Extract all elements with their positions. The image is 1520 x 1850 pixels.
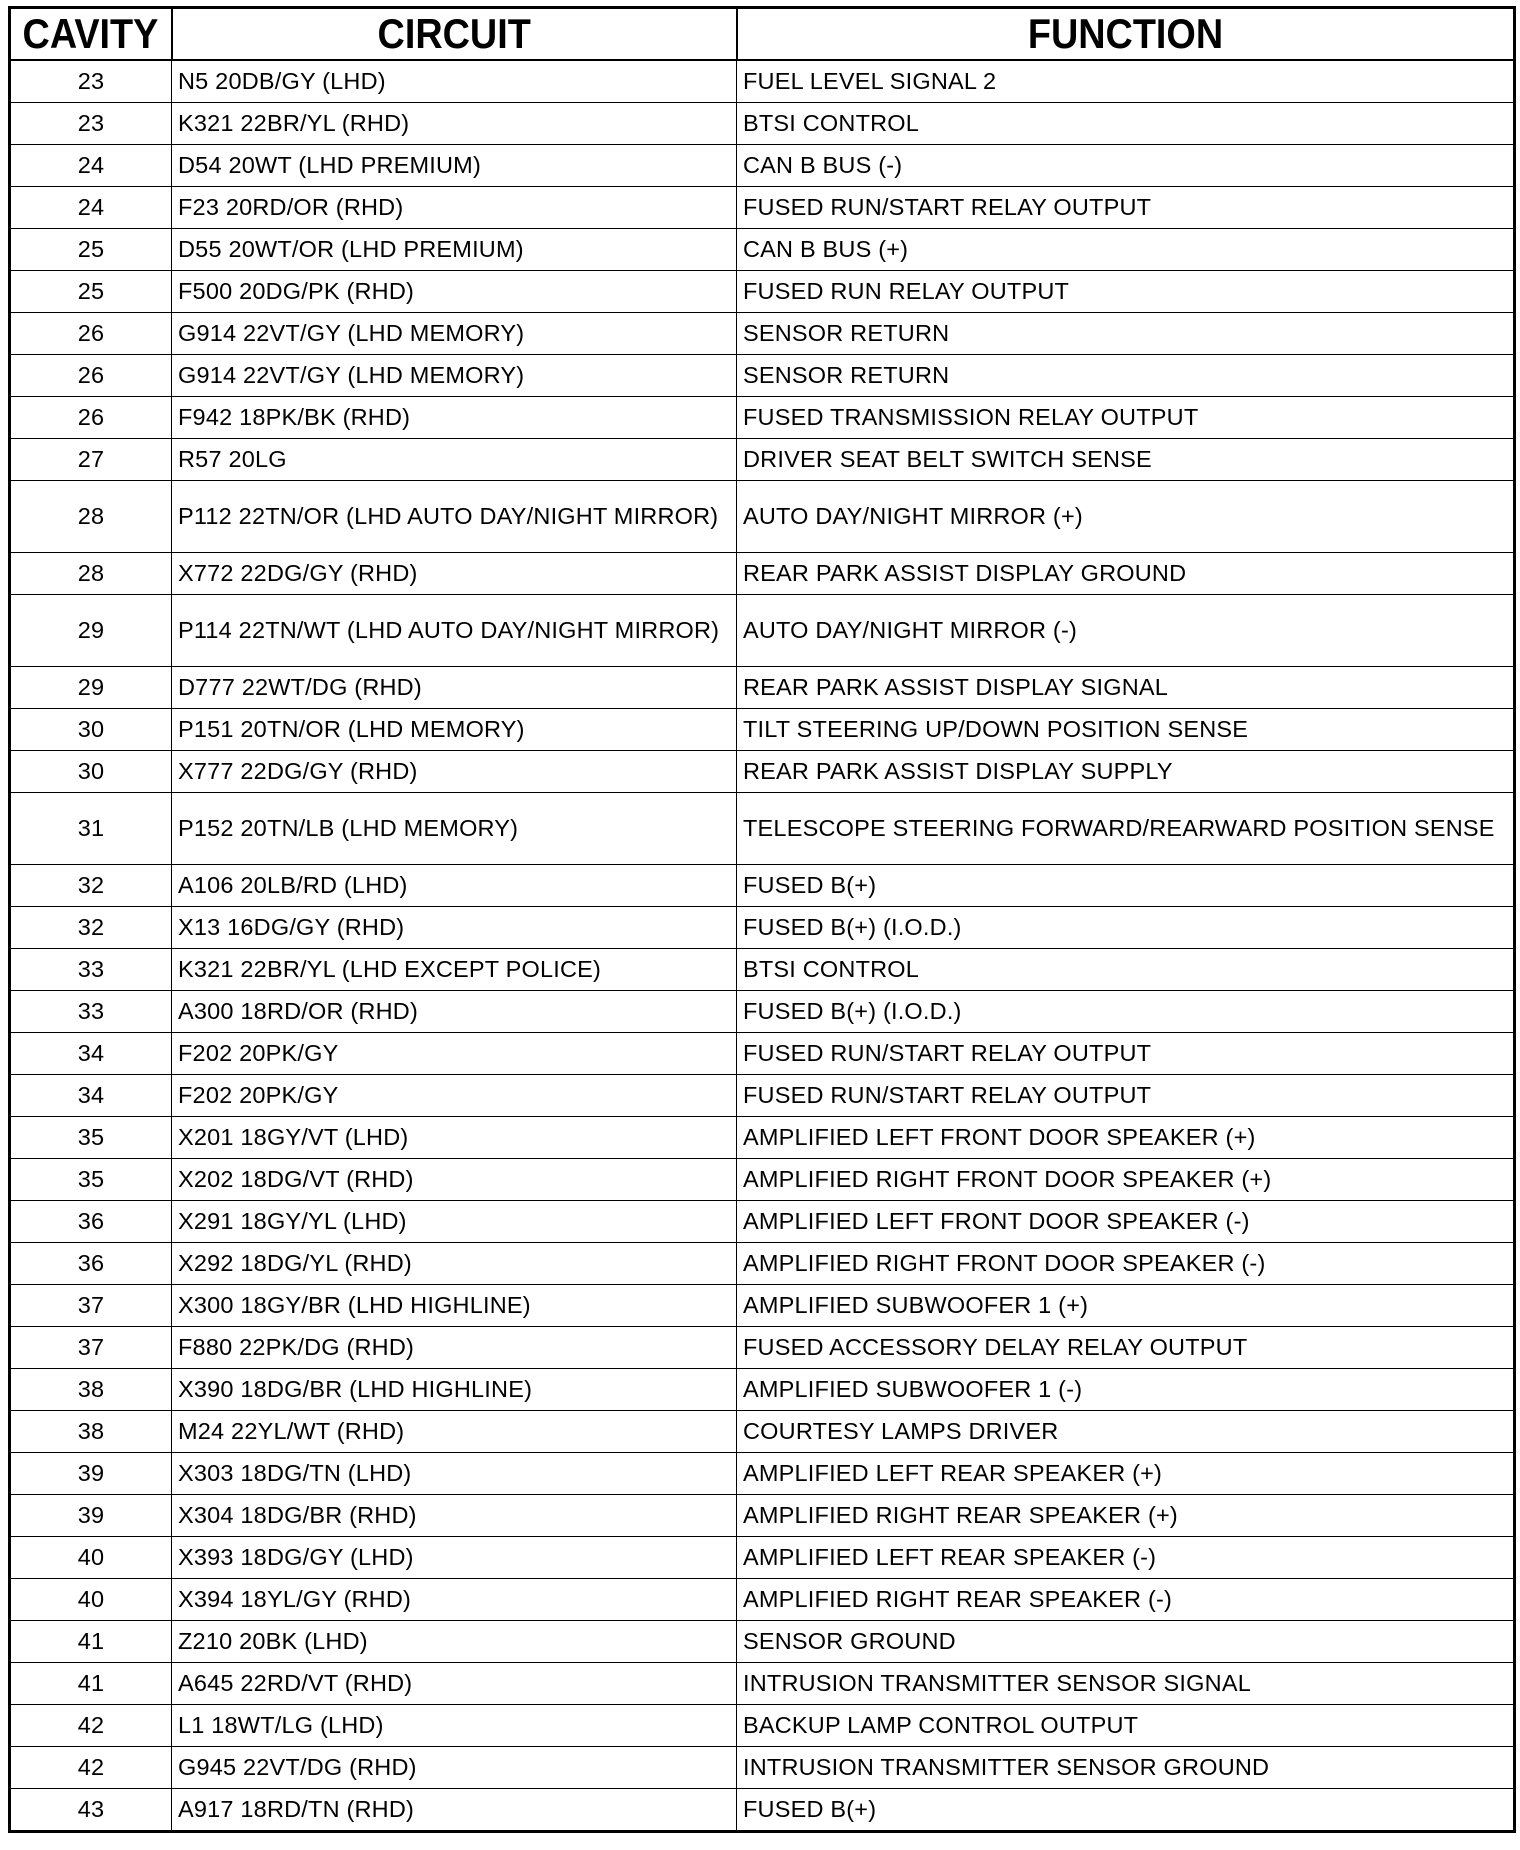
circuit-cell: D777 22WT/DG (RHD): [172, 667, 737, 709]
function-cell: BTSI CONTROL: [737, 949, 1515, 991]
cavity-cell: 34: [10, 1075, 172, 1117]
table-row: [10, 271, 1515, 313]
function-cell: SENSOR RETURN: [737, 313, 1515, 355]
cavity-cell: 32: [10, 907, 172, 949]
function-cell: AMPLIFIED RIGHT REAR SPEAKER (-): [737, 1579, 1515, 1621]
function-cell: COURTESY LAMPS DRIVER: [737, 1411, 1515, 1453]
function-cell: BTSI CONTROL: [737, 103, 1515, 145]
function-cell: AMPLIFIED LEFT FRONT DOOR SPEAKER (-): [737, 1201, 1515, 1243]
function-cell: FUEL LEVEL SIGNAL 2: [737, 60, 1515, 103]
table-row: [10, 1747, 1515, 1789]
cavity-cell: 36: [10, 1243, 172, 1285]
function-cell: INTRUSION TRANSMITTER SENSOR GROUND: [737, 1747, 1515, 1789]
table-row: [10, 1327, 1515, 1369]
function-cell: CAN B BUS (+): [737, 229, 1515, 271]
circuit-cell: X772 22DG/GY (RHD): [172, 553, 737, 595]
cavity-cell: 35: [10, 1117, 172, 1159]
cavity-cell: 28: [10, 481, 172, 553]
table-row: [10, 751, 1515, 793]
table-row: [10, 1789, 1515, 1832]
header-cavity: CAVITY: [10, 8, 172, 61]
function-cell: INTRUSION TRANSMITTER SENSOR SIGNAL: [737, 1663, 1515, 1705]
table-row: [10, 1579, 1515, 1621]
cavity-cell: 40: [10, 1579, 172, 1621]
table-row: [10, 1663, 1515, 1705]
table-row: [10, 1453, 1515, 1495]
function-cell: FUSED RUN RELAY OUTPUT: [737, 271, 1515, 313]
circuit-cell: G914 22VT/GY (LHD MEMORY): [172, 313, 737, 355]
table-row: [10, 907, 1515, 949]
circuit-cell: F880 22PK/DG (RHD): [172, 1327, 737, 1369]
circuit-cell: X13 16DG/GY (RHD): [172, 907, 737, 949]
cavity-cell: 38: [10, 1411, 172, 1453]
function-cell: AMPLIFIED LEFT REAR SPEAKER (-): [737, 1537, 1515, 1579]
circuit-cell: P114 22TN/WT (LHD AUTO DAY/NIGHT MIRROR): [172, 595, 737, 667]
cavity-cell: 43: [10, 1789, 172, 1832]
cavity-cell: 30: [10, 751, 172, 793]
function-cell: AMPLIFIED LEFT REAR SPEAKER (+): [737, 1453, 1515, 1495]
cavity-cell: 25: [10, 271, 172, 313]
cavity-cell: 27: [10, 439, 172, 481]
cavity-cell: 42: [10, 1705, 172, 1747]
circuit-cell: A645 22RD/VT (RHD): [172, 1663, 737, 1705]
function-cell: FUSED RUN/START RELAY OUTPUT: [737, 1033, 1515, 1075]
table-row: [10, 313, 1515, 355]
header-function: FUNCTION: [737, 8, 1515, 61]
function-cell: AUTO DAY/NIGHT MIRROR (+): [737, 481, 1515, 553]
cavity-cell: 26: [10, 355, 172, 397]
table-row: [10, 709, 1515, 751]
function-cell: TILT STEERING UP/DOWN POSITION SENSE: [737, 709, 1515, 751]
function-cell: FUSED ACCESSORY DELAY RELAY OUTPUT: [737, 1327, 1515, 1369]
table-row: [10, 1201, 1515, 1243]
cavity-cell: 23: [10, 60, 172, 103]
table-row: [10, 1705, 1515, 1747]
cavity-cell: 34: [10, 1033, 172, 1075]
cavity-cell: 28: [10, 553, 172, 595]
cavity-cell: 39: [10, 1495, 172, 1537]
function-cell: REAR PARK ASSIST DISPLAY SUPPLY: [737, 751, 1515, 793]
cavity-cell: 31: [10, 793, 172, 865]
circuit-cell: X300 18GY/BR (LHD HIGHLINE): [172, 1285, 737, 1327]
cavity-cell: 26: [10, 313, 172, 355]
circuit-cell: F202 20PK/GY: [172, 1075, 737, 1117]
circuit-cell: G945 22VT/DG (RHD): [172, 1747, 737, 1789]
circuit-cell: X202 18DG/VT (RHD): [172, 1159, 737, 1201]
function-cell: REAR PARK ASSIST DISPLAY GROUND: [737, 553, 1515, 595]
function-cell: AMPLIFIED RIGHT FRONT DOOR SPEAKER (-): [737, 1243, 1515, 1285]
table-row: [10, 1117, 1515, 1159]
cavity-cell: 24: [10, 187, 172, 229]
function-cell: SENSOR RETURN: [737, 355, 1515, 397]
circuit-cell: K321 22BR/YL (LHD EXCEPT POLICE): [172, 949, 737, 991]
header-row: [10, 8, 1515, 61]
function-cell: CAN B BUS (-): [737, 145, 1515, 187]
circuit-cell: R57 20LG: [172, 439, 737, 481]
circuit-cell: Z210 20BK (LHD): [172, 1621, 737, 1663]
cavity-cell: 41: [10, 1621, 172, 1663]
circuit-cell: K321 22BR/YL (RHD): [172, 103, 737, 145]
function-cell: BACKUP LAMP CONTROL OUTPUT: [737, 1705, 1515, 1747]
circuit-cell: M24 22YL/WT (RHD): [172, 1411, 737, 1453]
cavity-cell: 40: [10, 1537, 172, 1579]
function-cell: FUSED B(+) (I.O.D.): [737, 991, 1515, 1033]
function-cell: AUTO DAY/NIGHT MIRROR (-): [737, 595, 1515, 667]
cavity-cell: 37: [10, 1285, 172, 1327]
cavity-cell: 29: [10, 667, 172, 709]
table-row: [10, 1621, 1515, 1663]
table-row: [10, 1285, 1515, 1327]
function-cell: FUSED B(+): [737, 1789, 1515, 1832]
table-row: [10, 1159, 1515, 1201]
circuit-cell: A300 18RD/OR (RHD): [172, 991, 737, 1033]
cavity-cell: 39: [10, 1453, 172, 1495]
cavity-cell: 29: [10, 595, 172, 667]
circuit-cell: X393 18DG/GY (LHD): [172, 1537, 737, 1579]
table-row: [10, 439, 1515, 481]
function-cell: AMPLIFIED SUBWOOFER 1 (-): [737, 1369, 1515, 1411]
function-cell: REAR PARK ASSIST DISPLAY SIGNAL: [737, 667, 1515, 709]
cavity-cell: 23: [10, 103, 172, 145]
circuit-cell: X394 18YL/GY (RHD): [172, 1579, 737, 1621]
table-row: [10, 1495, 1515, 1537]
circuit-cell: X777 22DG/GY (RHD): [172, 751, 737, 793]
circuit-cell: D54 20WT (LHD PREMIUM): [172, 145, 737, 187]
cavity-cell: 33: [10, 949, 172, 991]
circuit-cell: A917 18RD/TN (RHD): [172, 1789, 737, 1832]
circuit-cell: P151 20TN/OR (LHD MEMORY): [172, 709, 737, 751]
cavity-cell: 33: [10, 991, 172, 1033]
circuit-cell: X303 18DG/TN (LHD): [172, 1453, 737, 1495]
circuit-cell: P152 20TN/LB (LHD MEMORY): [172, 793, 737, 865]
table-row: [10, 1243, 1515, 1285]
circuit-cell: P112 22TN/OR (LHD AUTO DAY/NIGHT MIRROR): [172, 481, 737, 553]
table-row: [10, 595, 1515, 667]
table-row: [10, 1033, 1515, 1075]
function-cell: AMPLIFIED RIGHT FRONT DOOR SPEAKER (+): [737, 1159, 1515, 1201]
table-row: [10, 667, 1515, 709]
function-cell: TELESCOPE STEERING FORWARD/REARWARD POSITION SENSE: [737, 793, 1515, 865]
cavity-cell: 37: [10, 1327, 172, 1369]
cavity-cell: 42: [10, 1747, 172, 1789]
function-cell: FUSED TRANSMISSION RELAY OUTPUT: [737, 397, 1515, 439]
function-cell: SENSOR GROUND: [737, 1621, 1515, 1663]
function-cell: FUSED B(+) (I.O.D.): [737, 907, 1515, 949]
circuit-cell: L1 18WT/LG (LHD): [172, 1705, 737, 1747]
circuit-cell: D55 20WT/OR (LHD PREMIUM): [172, 229, 737, 271]
table-row: [10, 481, 1515, 553]
circuit-cell: X292 18DG/YL (RHD): [172, 1243, 737, 1285]
cavity-cell: 25: [10, 229, 172, 271]
circuit-cell: X390 18DG/BR (LHD HIGHLINE): [172, 1369, 737, 1411]
cavity-cell: 24: [10, 145, 172, 187]
table-row: [10, 1369, 1515, 1411]
circuit-cell: N5 20DB/GY (LHD): [172, 60, 737, 103]
circuit-cell: G914 22VT/GY (LHD MEMORY): [172, 355, 737, 397]
cavity-cell: 30: [10, 709, 172, 751]
table-row: [10, 187, 1515, 229]
function-cell: FUSED B(+): [737, 865, 1515, 907]
cavity-cell: 32: [10, 865, 172, 907]
header-circuit: CIRCUIT: [172, 8, 737, 61]
table-row: [10, 229, 1515, 271]
connector-pinout-table: [8, 6, 1516, 1833]
cavity-cell: 36: [10, 1201, 172, 1243]
cavity-cell: 41: [10, 1663, 172, 1705]
circuit-cell: F202 20PK/GY: [172, 1033, 737, 1075]
cavity-cell: 35: [10, 1159, 172, 1201]
circuit-cell: F500 20DG/PK (RHD): [172, 271, 737, 313]
function-cell: AMPLIFIED LEFT FRONT DOOR SPEAKER (+): [737, 1117, 1515, 1159]
function-cell: FUSED RUN/START RELAY OUTPUT: [737, 1075, 1515, 1117]
table-row: [10, 1537, 1515, 1579]
function-cell: FUSED RUN/START RELAY OUTPUT: [737, 187, 1515, 229]
table-row: [10, 949, 1515, 991]
table-row: [10, 793, 1515, 865]
function-cell: AMPLIFIED SUBWOOFER 1 (+): [737, 1285, 1515, 1327]
table-row: [10, 991, 1515, 1033]
table-row: [10, 553, 1515, 595]
circuit-cell: F23 20RD/OR (RHD): [172, 187, 737, 229]
circuit-cell: X304 18DG/BR (RHD): [172, 1495, 737, 1537]
function-cell: DRIVER SEAT BELT SWITCH SENSE: [737, 439, 1515, 481]
cavity-cell: 26: [10, 397, 172, 439]
cavity-cell: 38: [10, 1369, 172, 1411]
table-row: [10, 145, 1515, 187]
table-row: [10, 103, 1515, 145]
circuit-cell: X201 18GY/VT (LHD): [172, 1117, 737, 1159]
table-row: [10, 865, 1515, 907]
circuit-cell: F942 18PK/BK (RHD): [172, 397, 737, 439]
table-row: [10, 355, 1515, 397]
table-row: [10, 1411, 1515, 1453]
table-row: [10, 1075, 1515, 1117]
table-row: [10, 60, 1515, 103]
function-cell: AMPLIFIED RIGHT REAR SPEAKER (+): [737, 1495, 1515, 1537]
table-row: [10, 397, 1515, 439]
circuit-cell: A106 20LB/RD (LHD): [172, 865, 737, 907]
circuit-cell: X291 18GY/YL (LHD): [172, 1201, 737, 1243]
